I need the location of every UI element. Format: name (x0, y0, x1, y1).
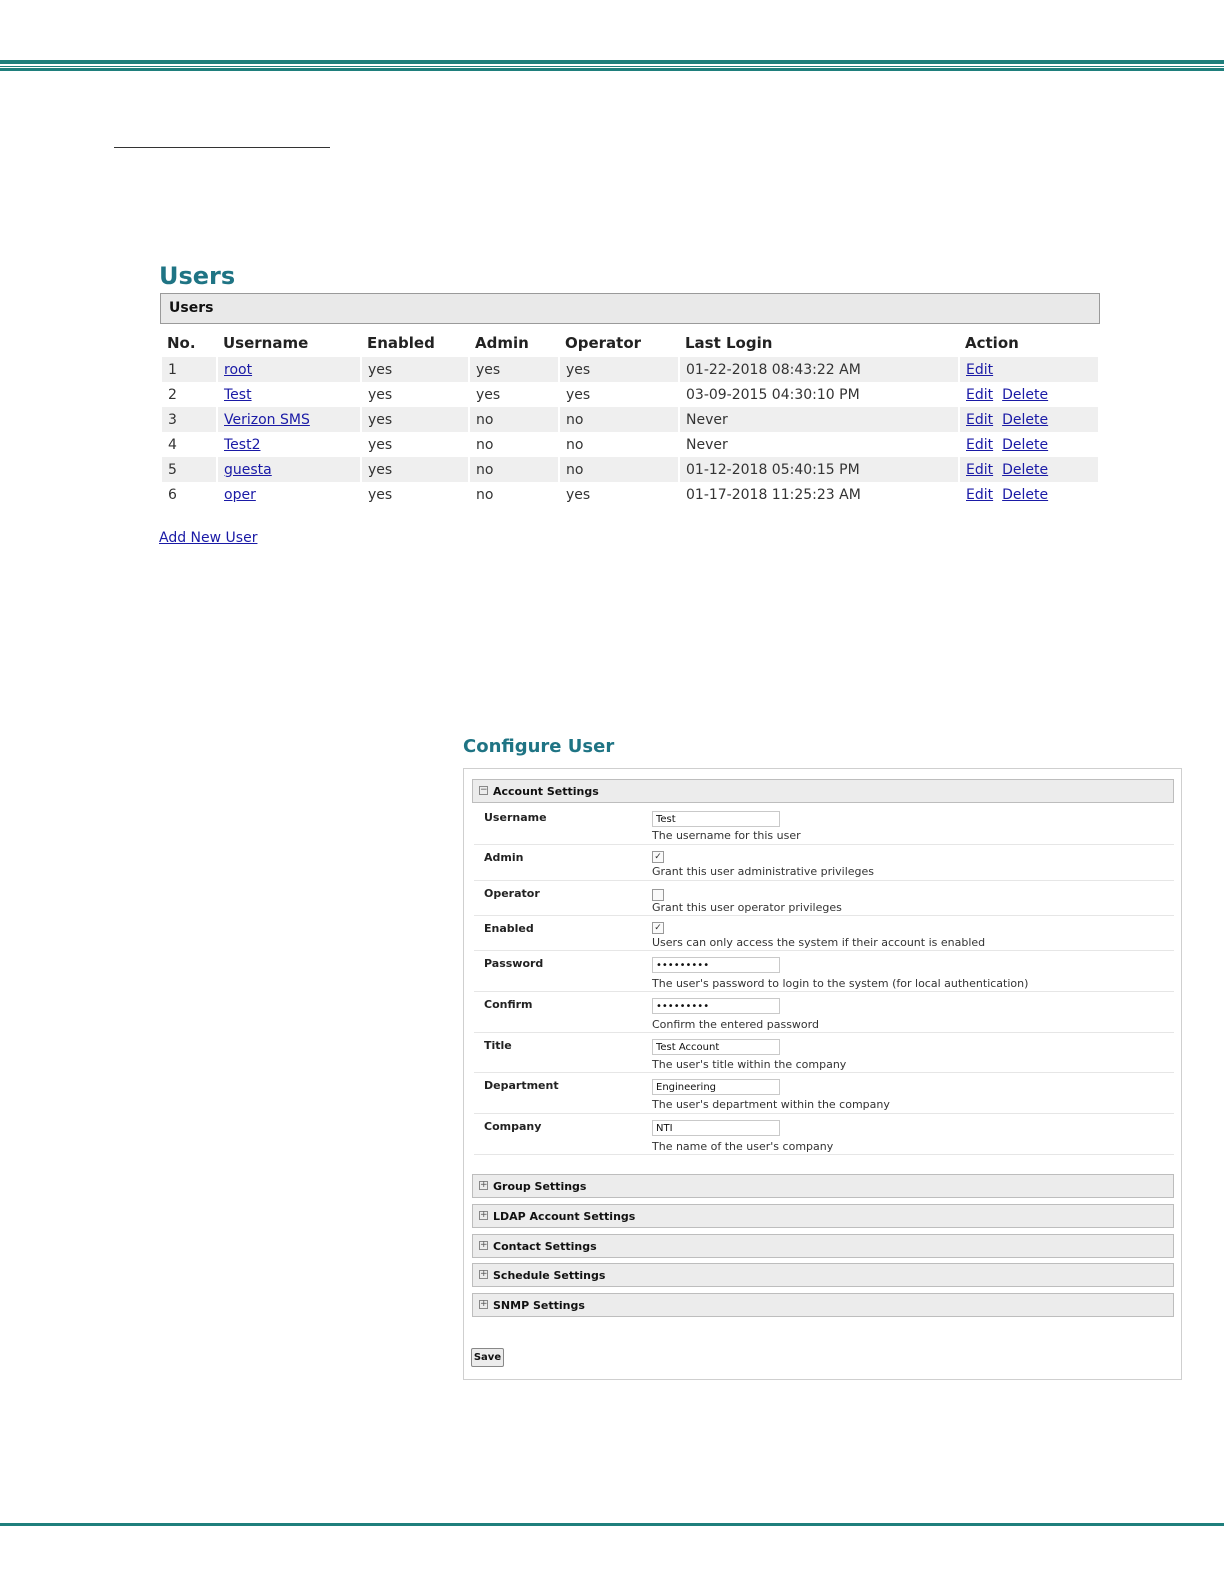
section-label: LDAP Account Settings (493, 1210, 636, 1223)
cell-no: 4 (168, 436, 177, 453)
section-account-settings[interactable] (472, 779, 1174, 803)
field-label: Department (484, 1079, 559, 1092)
users-table (160, 329, 1100, 507)
field-desc: The name of the user's company (652, 1140, 834, 1153)
section-label: SNMP Settings (493, 1299, 585, 1312)
check-icon: ✓ (654, 923, 662, 933)
username-link-test2[interactable]: Test2 (224, 436, 261, 453)
cell-enabled: yes (368, 436, 393, 453)
field-row-title (474, 1033, 1174, 1073)
cell-last-login: 01-22-2018 08:43:22 AM (680, 357, 958, 382)
cell-operator: yes (560, 357, 678, 382)
operator-checkbox[interactable] (652, 889, 664, 901)
edit-link[interactable]: Edit (966, 461, 994, 478)
field-row-admin (474, 845, 1174, 881)
edit-link[interactable]: Edit (966, 361, 994, 378)
field-row-department (474, 1073, 1174, 1114)
section-rule (114, 147, 330, 148)
col-operator: Operator (565, 334, 642, 352)
plus-box-icon[interactable]: + (480, 1299, 488, 1309)
cell-admin: no (476, 436, 494, 453)
section-schedule-settings[interactable] (472, 1263, 1174, 1287)
department-input[interactable] (652, 1079, 780, 1095)
field-row-operator (474, 881, 1174, 916)
footer-rule (0, 1523, 1224, 1526)
enabled-checkbox[interactable] (652, 922, 664, 934)
field-desc: Users can only access the system if their account is enabled (652, 936, 986, 949)
username-link-verizon-sms[interactable]: Verizon SMS (224, 411, 310, 428)
save-button[interactable]: Save (471, 1348, 504, 1367)
field-desc: The user's password to login to the system (for local authentication) (652, 977, 1029, 990)
add-new-user-link[interactable]: Add New User (159, 530, 258, 546)
field-row-enabled (474, 916, 1174, 951)
cell-last-login: Never (686, 436, 728, 453)
section-contact-settings[interactable] (472, 1234, 1174, 1258)
confirm-password-input[interactable]: ••••••••• (652, 998, 780, 1014)
cell-no: 2 (168, 386, 177, 403)
username-link-test[interactable]: Test (224, 386, 252, 403)
table-row (162, 482, 1098, 507)
cell-admin: no (476, 486, 494, 503)
users-title: Users (159, 262, 236, 290)
plus-box-icon[interactable]: + (480, 1269, 488, 1279)
plus-box-icon[interactable]: + (480, 1180, 488, 1190)
configure-user-panel (463, 768, 1182, 1380)
field-row-confirm (474, 992, 1174, 1033)
field-label: Username (484, 811, 547, 824)
field-desc: Grant this user operator privileges (652, 901, 842, 914)
cell-operator: no (560, 457, 678, 482)
edit-link[interactable]: Edit (966, 436, 994, 453)
section-ldap-account-settings[interactable] (472, 1204, 1174, 1228)
cell-last-login: 01-12-2018 05:40:15 PM (680, 457, 958, 482)
cell-last-login: 01-17-2018 11:25:23 AM (686, 486, 861, 503)
section-label: Contact Settings (493, 1240, 597, 1253)
cell-admin: yes (476, 386, 501, 403)
cell-last-login: Never (680, 407, 958, 432)
header-rule (0, 60, 1224, 72)
table-row (162, 382, 1098, 407)
field-label: Operator (484, 887, 540, 900)
cell-admin: yes (470, 357, 558, 382)
title-input[interactable] (652, 1039, 780, 1055)
cell-operator: no (560, 407, 678, 432)
cell-admin: no (470, 407, 558, 432)
delete-link[interactable]: Delete (1002, 461, 1049, 478)
username-input[interactable] (652, 811, 780, 827)
delete-link[interactable]: Delete (1002, 386, 1049, 403)
field-label: Enabled (484, 922, 534, 935)
section-label: Account Settings (493, 785, 599, 798)
delete-link[interactable]: Delete (1002, 486, 1049, 503)
field-row-company (474, 1114, 1174, 1155)
field-label: Title (484, 1039, 512, 1052)
table-row (162, 432, 1098, 457)
field-label: Password (484, 957, 544, 970)
col-enabled: Enabled (367, 334, 435, 352)
cell-admin: no (470, 457, 558, 482)
minus-box-icon[interactable]: − (480, 785, 488, 795)
plus-box-icon[interactable]: + (480, 1240, 488, 1250)
username-link-root[interactable]: root (224, 361, 253, 378)
check-icon: ✓ (654, 852, 662, 862)
users-box-header (160, 293, 1100, 324)
delete-link[interactable]: Delete (1002, 411, 1049, 428)
field-label: Admin (484, 851, 524, 864)
users-box-label: Users (169, 300, 214, 316)
username-link-guesta[interactable]: guesta (224, 461, 272, 478)
cell-enabled: yes (368, 486, 393, 503)
admin-checkbox[interactable] (652, 851, 664, 863)
cell-enabled: yes (362, 357, 468, 382)
section-label: Group Settings (493, 1180, 587, 1193)
password-input[interactable]: ••••••••• (652, 957, 780, 973)
cell-no: 5 (162, 457, 216, 482)
cell-no: 1 (162, 357, 216, 382)
plus-box-icon[interactable]: + (480, 1210, 488, 1220)
table-row (162, 407, 1098, 432)
cell-no: 3 (162, 407, 216, 432)
field-desc: The username for this user (652, 829, 801, 842)
col-action: Action (965, 334, 1019, 352)
section-group-settings[interactable] (472, 1174, 1174, 1198)
cell-enabled: yes (362, 457, 468, 482)
delete-link[interactable]: Delete (1002, 436, 1049, 453)
table-row (162, 457, 1098, 482)
field-label: Company (484, 1120, 542, 1133)
cell-operator: yes (566, 486, 591, 503)
field-label: Confirm (484, 998, 533, 1011)
cell-enabled: yes (362, 407, 468, 432)
cell-operator: yes (566, 386, 591, 403)
table-header-row (162, 329, 1098, 357)
field-row-username (474, 805, 1174, 845)
company-input[interactable] (652, 1120, 780, 1136)
configure-user-title: Configure User (463, 736, 615, 757)
section-snmp-settings[interactable] (472, 1293, 1174, 1317)
edit-link[interactable]: Edit (966, 411, 994, 428)
cell-enabled: yes (368, 386, 393, 403)
field-desc: The user's department within the company (652, 1098, 890, 1111)
field-desc: Grant this user administrative privileges (652, 865, 875, 878)
col-no: No. (167, 334, 196, 352)
field-desc: The user's title within the company (652, 1058, 847, 1071)
edit-link[interactable]: Edit (966, 486, 994, 503)
username-link-oper[interactable]: oper (224, 486, 256, 503)
col-admin: Admin (475, 334, 529, 352)
col-username: Username (223, 334, 309, 352)
cell-last-login: 03-09-2015 04:30:10 PM (686, 386, 860, 403)
field-row-password (474, 951, 1174, 992)
section-label: Schedule Settings (493, 1269, 606, 1282)
field-desc: Confirm the entered password (652, 1018, 819, 1031)
edit-link[interactable]: Edit (966, 386, 994, 403)
cell-no: 6 (168, 486, 177, 503)
table-row (162, 357, 1098, 382)
cell-operator: no (566, 436, 584, 453)
col-last-login: Last Login (685, 334, 773, 352)
